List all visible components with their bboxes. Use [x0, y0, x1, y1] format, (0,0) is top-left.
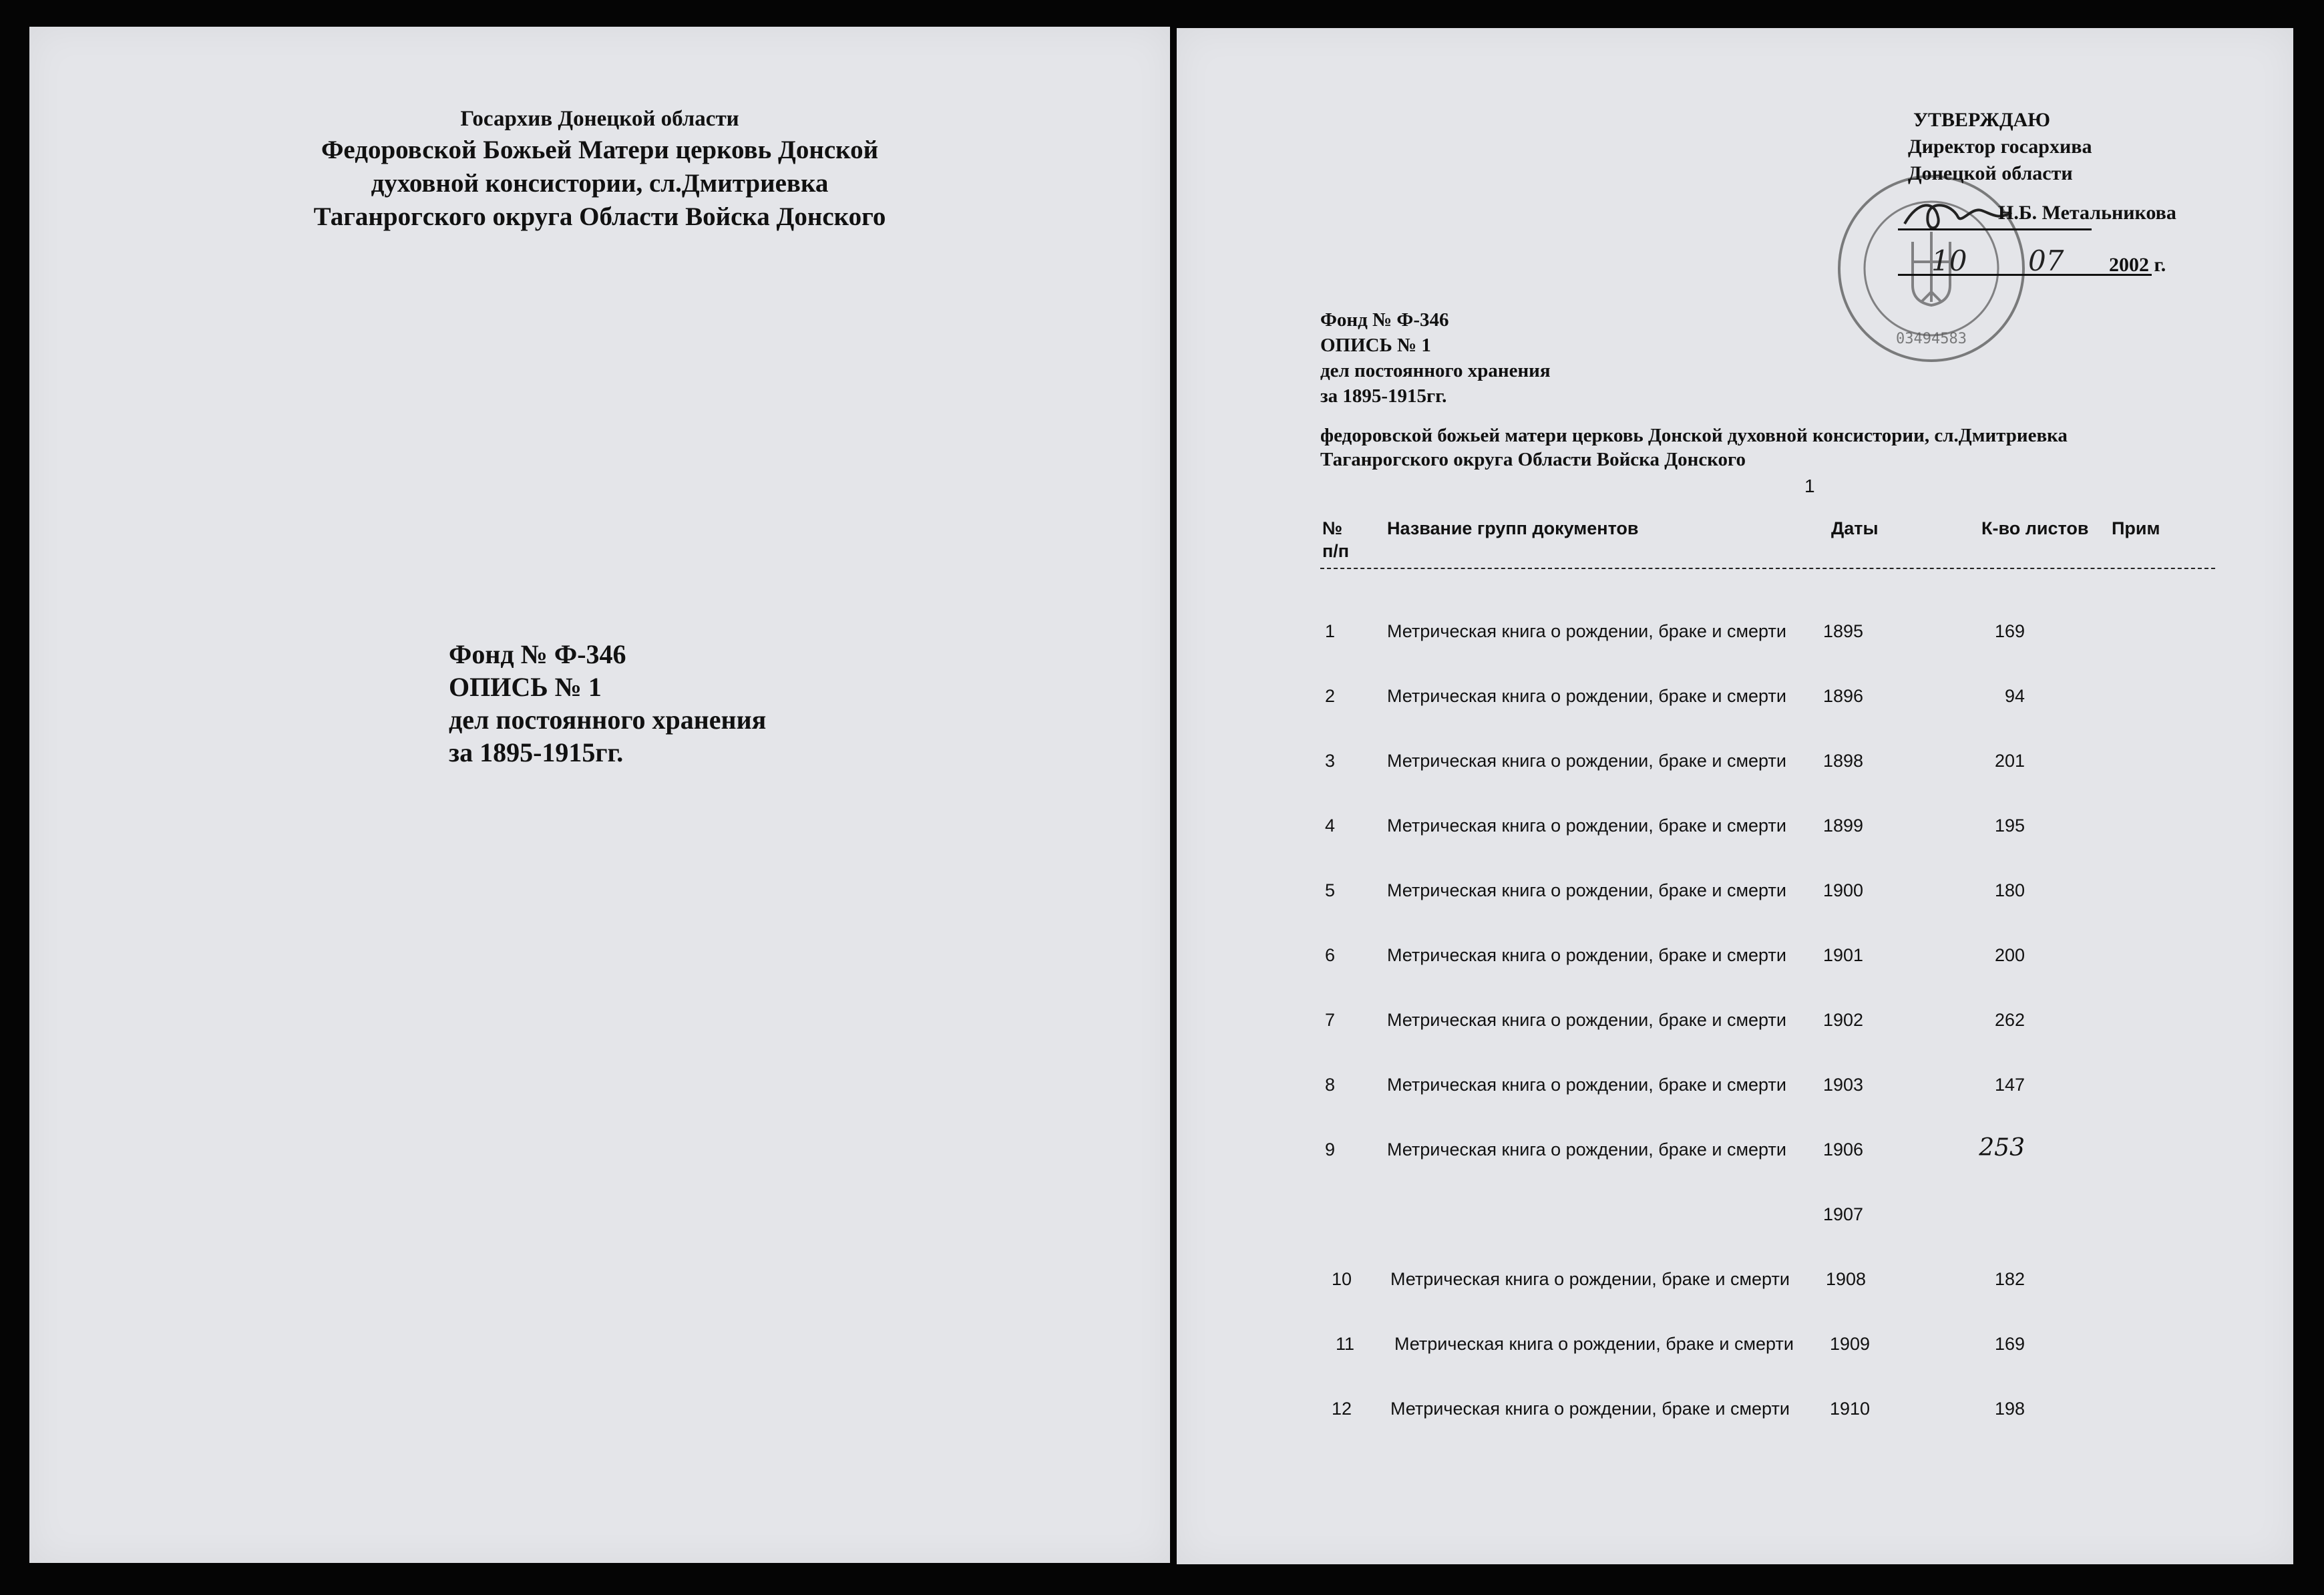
table-row — [1177, 880, 2293, 907]
fond-info — [449, 638, 766, 769]
table-row — [1177, 1075, 2293, 1101]
row-name: Метрическая книга о рождении, браке и смерти — [1390, 1269, 1790, 1289]
header-name: Название групп документов — [1387, 518, 1639, 538]
header-number-line: п/п — [1322, 541, 1350, 561]
row-date: 1906 — [1823, 1139, 1864, 1160]
row-name: Метрическая книга о рождении, браке и смерти — [1387, 816, 1786, 836]
row-date: 1907 — [1823, 1204, 1864, 1224]
row-date: 1908 — [1826, 1269, 1867, 1289]
table-row — [1177, 1269, 2293, 1296]
row-number: 4 — [1325, 816, 1336, 836]
table-row — [1177, 621, 2293, 648]
row-date: 1898 — [1823, 751, 1864, 771]
inventory-page — [1177, 28, 2293, 1564]
row-number: 10 — [1332, 1269, 1352, 1289]
row-name: Метрическая книга о рождении, браке и смерти — [1387, 1010, 1786, 1030]
inventory-number: ОПИСЬ № 1 — [449, 672, 602, 702]
organization-line: Таганрогского округа Области Войска Донского — [1320, 449, 1746, 470]
row-date: 1902 — [1823, 1010, 1864, 1030]
date-range: за 1895-1915гг. — [449, 737, 624, 767]
header-note: Прим — [2112, 518, 2160, 538]
fond-title-line: духовной консистории, сл.Дмитриевка — [371, 169, 829, 198]
fond-title — [29, 134, 1170, 234]
row-number: 8 — [1325, 1075, 1336, 1095]
fond-title-line: Таганрогского округа Области Войска Донского — [313, 202, 886, 231]
row-sheets: 195 — [1994, 816, 2025, 836]
header-sheets: К-во листов — [1981, 518, 2089, 538]
approval-heading: УТВЕРЖДАЮ — [1913, 109, 2051, 131]
row-date: 1901 — [1823, 945, 1864, 965]
row-number: 11 — [1336, 1334, 1355, 1354]
storage-type: дел постоянного хранения — [449, 705, 767, 735]
row-number: 7 — [1325, 1010, 1336, 1030]
signatory-name: Н.Б. Метальникова — [1998, 202, 2176, 224]
archive-name: Госархив Донецкой области — [460, 107, 739, 131]
page-number: 1 — [1804, 476, 1815, 496]
fond-info — [1320, 307, 1551, 409]
table-row — [1177, 751, 2293, 777]
row-name: Метрическая книга о рождении, браке и смерти — [1390, 1399, 1790, 1419]
row-sheets: 147 — [1994, 1075, 2025, 1095]
table-row — [1177, 1204, 2293, 1231]
row-name: Метрическая книга о рождении, браке и смерти — [1387, 880, 1786, 900]
inventory-number: ОПИСЬ № 1 — [1320, 335, 1431, 356]
row-name: Метрическая книга о рождении, браке и смерти — [1387, 1139, 1786, 1160]
row-name: Метрическая книга о рождении, браке и смерти — [1394, 1334, 1794, 1354]
row-name: Метрическая книга о рождении, браке и смерти — [1387, 1075, 1786, 1095]
table-row — [1177, 1399, 2293, 1425]
row-sheets: 169 — [1994, 621, 2025, 641]
row-number: 6 — [1325, 945, 1336, 965]
table-row — [1177, 1134, 2293, 1166]
date-month: 07 — [2028, 244, 2064, 277]
row-sheets: 94 — [2004, 686, 2025, 706]
row-date: 1896 — [1823, 686, 1864, 706]
date-range: за 1895-1915гг. — [1320, 385, 1447, 407]
approval-block — [1908, 107, 2092, 187]
row-date: 1895 — [1823, 621, 1864, 641]
row-date: 1899 — [1823, 816, 1864, 836]
organization-line: федоровской божьей матери церковь Донской духовной консистории, сл.Дмитриевка — [1320, 425, 2068, 446]
table-row — [1177, 945, 2293, 972]
row-sheets: 262 — [1994, 1010, 2025, 1030]
row-number: 2 — [1325, 686, 1336, 706]
row-number: 9 — [1325, 1139, 1336, 1160]
fond-title-line: Федоровской Божьей Матери церковь Донской — [321, 136, 879, 164]
signature-line — [1898, 228, 2092, 230]
table-row — [1177, 1334, 2293, 1361]
row-name: Метрическая книга о рождении, браке и смерти — [1387, 751, 1786, 771]
cover-page — [29, 27, 1170, 1563]
row-sheets: 198 — [1994, 1399, 2025, 1419]
row-number: 3 — [1325, 751, 1336, 771]
row-date: 1903 — [1823, 1075, 1864, 1095]
row-date: 1900 — [1823, 880, 1864, 900]
date-year: 2002 г. — [2109, 254, 2166, 276]
approval-institution: Донецкой области — [1908, 162, 2073, 184]
table-row — [1177, 816, 2293, 842]
approval-position: Директор госархива — [1908, 136, 2092, 158]
organization-name — [1320, 423, 2068, 472]
row-sheets: 201 — [1994, 751, 2025, 771]
fond-number: Фонд № Ф-346 — [449, 639, 626, 669]
row-number: 1 — [1325, 621, 1336, 641]
row-sheets: 169 — [1994, 1334, 2025, 1354]
fond-number: Фонд № Ф-346 — [1320, 309, 1449, 331]
header-number — [1322, 517, 1349, 562]
row-sheets: 182 — [1994, 1269, 2025, 1289]
row-date: 1910 — [1830, 1399, 1871, 1419]
row-date: 1909 — [1830, 1334, 1871, 1354]
header-divider — [1320, 568, 2215, 569]
stamp-code: 03494583 — [1896, 331, 1967, 347]
row-sheets: 200 — [1994, 945, 2025, 965]
row-sheets: 180 — [1994, 880, 2025, 900]
row-name: Метрическая книга о рождении, браке и смерти — [1387, 621, 1786, 641]
date-day: 10 — [1931, 244, 1967, 277]
row-sheets-handwritten: 253 — [1979, 1134, 2025, 1162]
table-row — [1177, 686, 2293, 713]
table-row — [1177, 1010, 2293, 1037]
row-name: Метрическая книга о рождении, браке и смерти — [1387, 945, 1786, 965]
storage-type: дел постоянного хранения — [1320, 360, 1551, 381]
header-dates: Даты — [1831, 518, 1879, 538]
row-number: 5 — [1325, 880, 1336, 900]
row-number: 12 — [1332, 1399, 1352, 1419]
header-number-line: № — [1322, 518, 1343, 538]
row-name: Метрическая книга о рождении, браке и смерти — [1387, 686, 1786, 706]
